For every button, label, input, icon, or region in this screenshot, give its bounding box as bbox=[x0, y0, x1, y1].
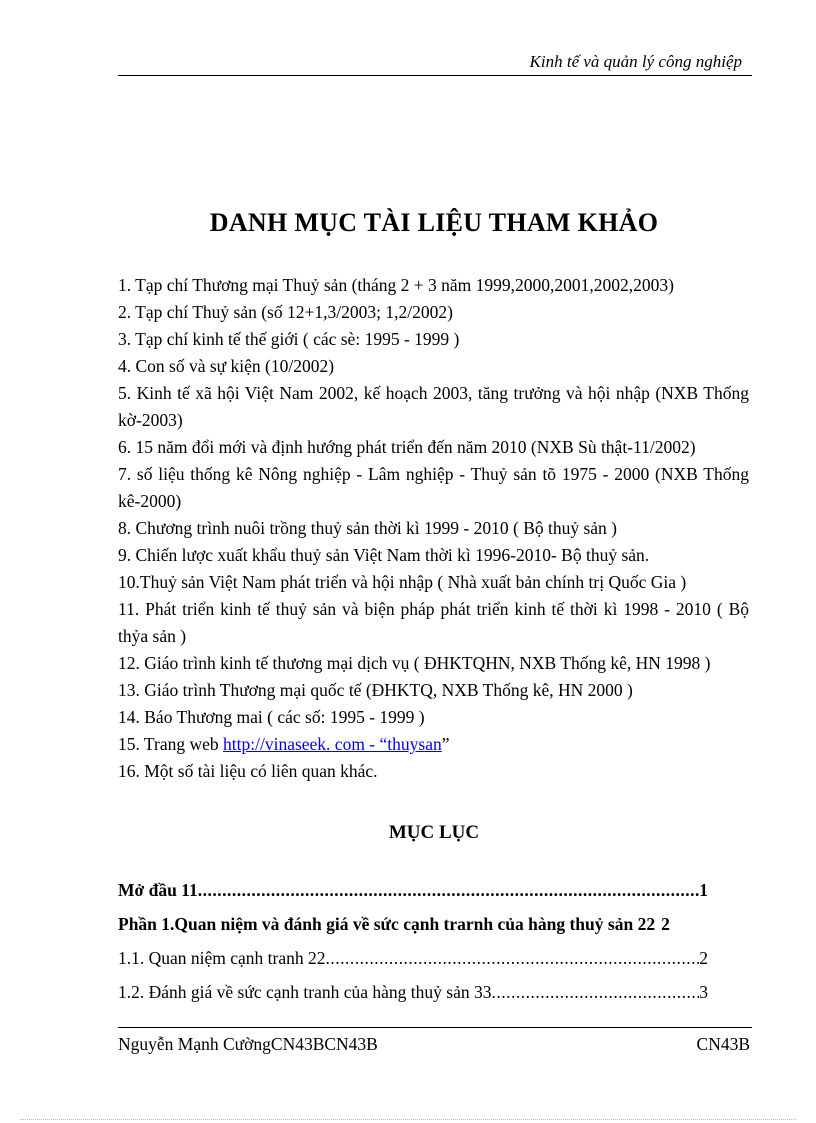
reference-item: 3. Tạp chí kinh tế thế giới ( các sè: 1995 - 1999 ) bbox=[118, 329, 460, 349]
toc-entry-page: 2 bbox=[661, 914, 670, 934]
reference-item: 4. Con số và sự kiện (10/2002) bbox=[118, 356, 335, 376]
page-title: DANH MỤC TÀI LIỆU THAM KHẢO bbox=[209, 208, 659, 237]
footer-rule bbox=[118, 1027, 752, 1028]
reference-item: 9. Chiến lược xuất khẩu thuỷ sản Việt Nam thời kì 1996-2010- Bộ thuỷ sản. bbox=[118, 545, 650, 565]
toc-dot-leader bbox=[198, 880, 700, 901]
toc-entry-text: Phần 1.Quan niệm và đánh giá về sức cạnh trarnh của hàng thuỷ sản 22 bbox=[118, 914, 656, 934]
reference-item: 6. 15 năm đổi mới và định hướng phát triển đến năm 2010 (NXB Sù thật-11/2002) bbox=[118, 437, 696, 457]
toc-entry[interactable] bbox=[118, 948, 708, 978]
toc-entry-text: 1.1. Quan niệm cạnh tranh 22 bbox=[118, 948, 326, 968]
reference-item: 1. Tạp chí Thương mại Thuỷ sản (tháng 2 + 3 năm 1999,2000,2001,2002,2003) bbox=[118, 275, 674, 295]
reference-item-web bbox=[118, 731, 749, 758]
reference-web-link[interactable]: http://vinaseek. com - “thuysan bbox=[223, 734, 442, 754]
reference-web-prefix: 15. Trang web bbox=[118, 734, 224, 754]
reference-list bbox=[118, 272, 749, 785]
footer-class-code: CN43B bbox=[696, 1034, 750, 1054]
page-bottom-edge bbox=[20, 1119, 796, 1120]
header-rule bbox=[118, 75, 752, 76]
reference-item: 7. số liệu thống kê Nông nghiệp - Lâm nghiệp - Thuỷ sản tõ 1975 - 2000 (NXB Thống kê-2000) bbox=[118, 464, 749, 511]
reference-web-suffix: ” bbox=[441, 734, 450, 754]
reference-item: 10.Thuỷ sản Việt Nam phát triển và hội nhập ( Nhà xuất bản chính trị Quốc Gia ) bbox=[118, 572, 687, 592]
reference-item: 2. Tạp chí Thuỷ sản (số 12+1,3/2003; 1,2/2002) bbox=[118, 302, 453, 322]
toc-entry[interactable] bbox=[118, 982, 708, 1012]
reference-item: 16. Một số tài liệu có liên quan khác. bbox=[118, 761, 378, 781]
toc-entry[interactable] bbox=[118, 880, 708, 910]
toc-entry[interactable] bbox=[118, 914, 708, 944]
reference-item: 13. Giáo trình Thương mại quốc tế (ĐHKTQ, NXB Thống kê, HN 2000 ) bbox=[118, 680, 633, 700]
toc-entry-page: 1 bbox=[699, 880, 708, 900]
reference-item: 11. Phát triển kinh tế thuỷ sản và biện pháp phát triển kinh tế thời kì 1998 - 2010 ( Bộ thỷa sản ) bbox=[118, 599, 749, 646]
header-running-title: Kinh tế và quản lý công nghiệp bbox=[529, 52, 742, 71]
toc-entry-text: Mở đầu 11 bbox=[118, 880, 198, 900]
footer-author: Nguyễn Mạnh CườngCN43BCN43B bbox=[118, 1034, 378, 1054]
toc-dot-leader bbox=[326, 948, 700, 969]
toc-entry-page: 2 bbox=[699, 948, 708, 968]
reference-item: 8. Chương trình nuôi trồng thuỷ sản thời kì 1999 - 2010 ( Bộ thuỷ sản ) bbox=[118, 518, 618, 538]
toc-dot-leader bbox=[491, 982, 699, 1003]
table-of-contents bbox=[118, 880, 708, 1016]
toc-title: MỤC LỤC bbox=[388, 822, 480, 843]
toc-entry-text: 1.2. Đánh giá về sức cạnh tranh của hàng thuỷ sản 33 bbox=[118, 982, 492, 1002]
reference-item: 14. Báo Thương mai ( các số: 1995 - 1999 ) bbox=[118, 707, 425, 727]
toc-entry-page: 3 bbox=[699, 982, 708, 1002]
reference-item: 12. Giáo trình kinh tế thương mại dịch vụ ( ĐHKTQHN, NXB Thống kê, HN 1998 ) bbox=[118, 653, 711, 673]
reference-item: 5. Kinh tế xã hội Việt Nam 2002, kế hoạch 2003, tăng trưởng và hội nhập (NXB Thống kờ-2003) bbox=[118, 383, 749, 430]
